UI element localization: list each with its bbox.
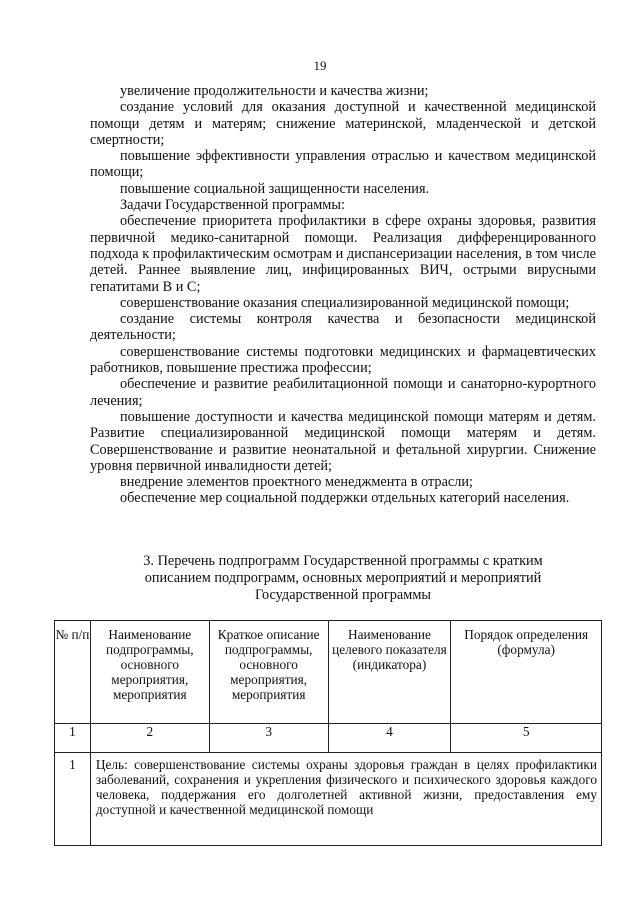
paragraph: совершенствование оказания специализированной медицинской помощи; <box>120 294 570 311</box>
paragraph: повышение доступности и качества медицинской помощи матерям и детям. Развитие специализированной медицинской помощи матерям и детям. Совершенствование и развитие неонатальной и фетальной хирургии. Снижение уровня первичной инвалидности детей; <box>90 408 596 474</box>
subprograms-table <box>54 620 602 846</box>
paragraph: повышение эффективности управления отраслью и качеством медицинской помощи; <box>90 148 596 181</box>
body-text <box>90 83 596 507</box>
header-cell-number: № п/п <box>55 621 91 724</box>
column-number-cell: 3 <box>209 724 328 753</box>
section-heading-line: Государственной программы <box>255 586 431 603</box>
row-number-cell: 1 <box>55 753 91 846</box>
header-cell-formula: Порядок определения (формула) <box>451 621 602 724</box>
goal-cell: Цель: совершенствование системы охраны здоровья граждан в целях профилактики заболеваний, сохранения и укрепления физического и психического здоровья каждого человека, поддержания его долголетней активной жизни, предоставления ему доступной и качественной медицинской помощи <box>90 753 601 846</box>
table-header-row <box>55 621 602 724</box>
paragraph: обеспечение приоритета профилактики в сфере охраны здоровья, развития первичной медико-санитарной помощи. Реализация дифференцированного подхода к профилактическим осмотрам и диспансеризации населения, в том числе детей. Раннее выявление лиц, инфицированных ВИЧ, острыми вирусными гепатитами В и С; <box>90 213 596 295</box>
header-cell-description: Краткое описание подпрограммы, основного мероприятия, мероприятия <box>209 621 328 724</box>
column-number-cell: 4 <box>328 724 451 753</box>
section-heading-line: 3. Перечень подпрограмм Государственной программы с кратким <box>143 553 543 569</box>
column-number-cell: 5 <box>451 724 602 753</box>
header-cell-indicator: Наименование целевого показателя (индикатора) <box>328 621 451 724</box>
paragraph: Задачи Государственной программы: <box>120 197 345 214</box>
paragraph: увеличение продолжительности и качества жизни; <box>120 83 429 99</box>
paragraph: повышение социальной защищенности населения. <box>120 180 430 197</box>
section-heading-line: описанием подпрограмм, основных мероприятий и мероприятий <box>144 569 542 586</box>
column-number-cell: 1 <box>55 724 91 753</box>
paragraph: внедрение элементов проектного менеджмента в отрасли; <box>120 474 474 491</box>
paragraph: совершенствование системы подготовки медицинских и фармацевтических работников, повышение престижа профессии; <box>90 343 596 377</box>
page-number: 19 <box>313 58 327 73</box>
paragraph: обеспечение и развитие реабилитационной помощи и санаторно-курортного лечения; <box>90 376 596 409</box>
column-number-cell: 2 <box>90 724 209 753</box>
column-number-row <box>55 724 602 753</box>
paragraph: обеспечение мер социальной поддержки отдельных категорий населения. <box>120 490 570 507</box>
table-row <box>55 753 602 846</box>
paragraph: создание системы контроля качества и безопасности медицинской деятельности; <box>90 311 596 344</box>
paragraph: создание условий для оказания доступной и качественной медицинской помощи детям и матерям; снижение материнской, младенческой и детской смертности; <box>90 99 596 148</box>
header-cell-name: Наименование подпрограммы, основного мероприятия, мероприятия <box>90 621 209 724</box>
section-heading <box>90 553 596 603</box>
